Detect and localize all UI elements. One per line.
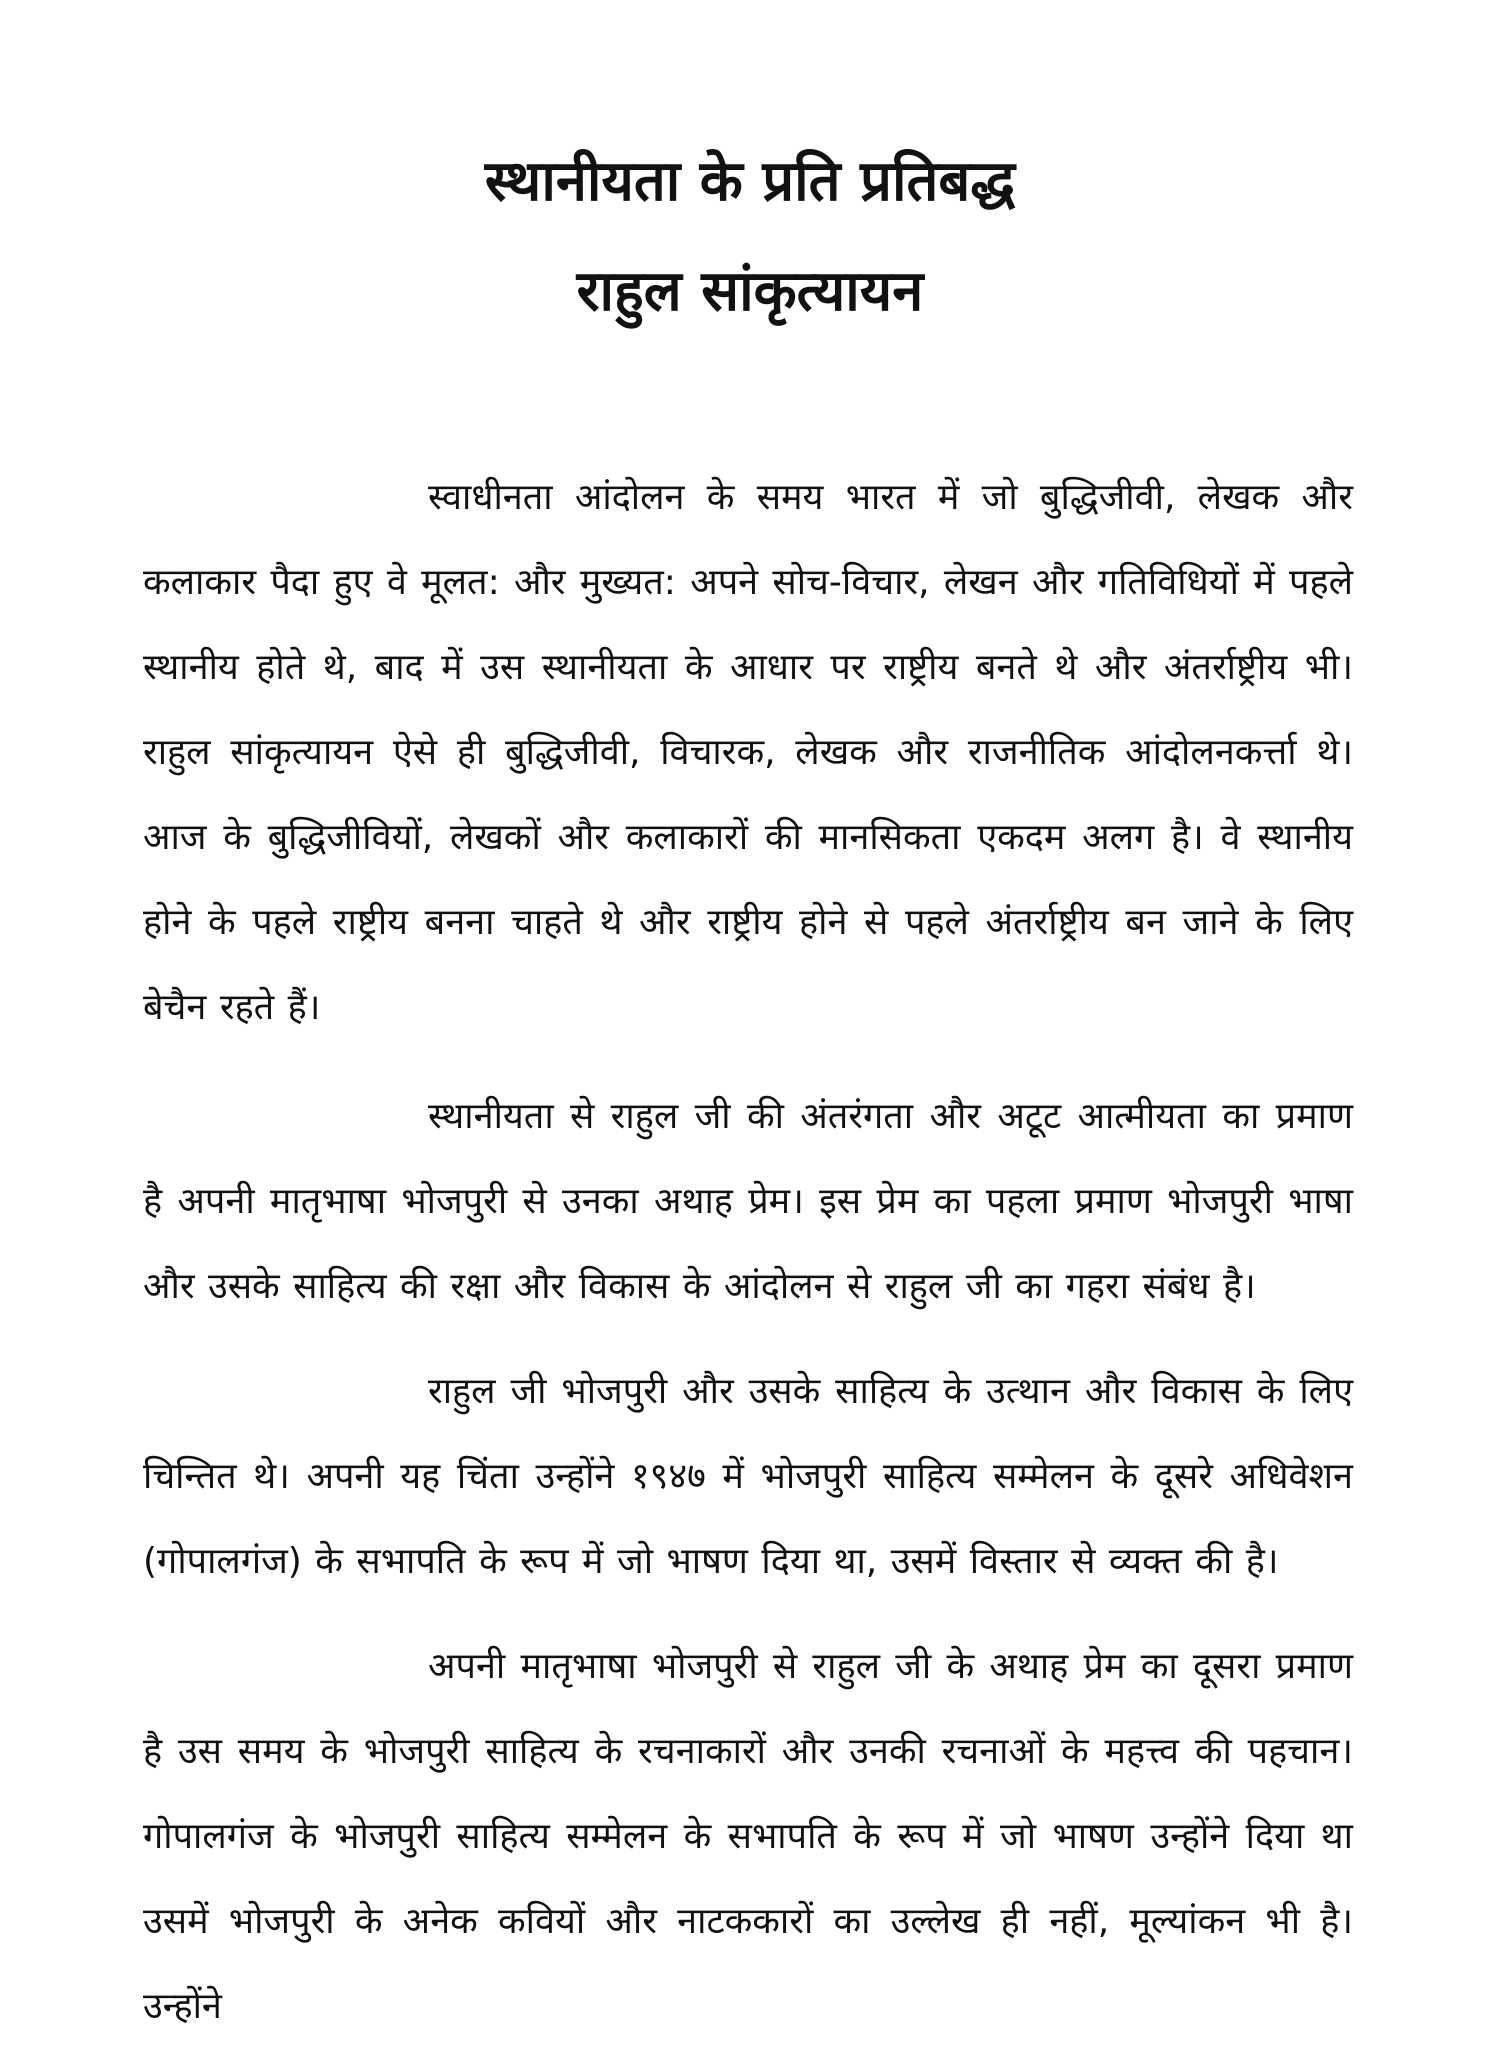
body-text	[143, 455, 1353, 2069]
paragraph-4: अपनी मातृभाषा भोजपुरी से राहुल जी के अथाह प्रेम का दूसरा प्रमाण है उस समय के भोजपुरी साहित्य के रचनाकारों और उनकी रचनाओं के महत्त्व की पहचान। गोपालगंज के भोजपुरी साहित्य सम्मेलन के सभापति के रूप में जो भाषण उन्होंने दिया था उसमें भोजपुरी के अनेक कवियों और नाटककारों का उल्लेख ही नहीं, मूल्यांकन भी है। उन्होंने	[143, 1646, 1353, 2027]
title-line-1: स्थानीयता के प्रति प्रतिबद्ध	[484, 149, 1016, 214]
paragraph-2: स्थानीयता से राहुल जी की अंतरंगता और अटूट आत्मीयता का प्रमाण है अपनी मातृभाषा भोजपुरी से उनका अथाह प्रेम। इस प्रेम का पहला प्रमाण भोजपुरी भाषा और उसके साहित्य की रक्षा और विकास के आंदोलन से राहुल जी का गहरा संबंध है।	[143, 1096, 1353, 1307]
paragraph-3: राहुल जी भोजपुरी और उसके साहित्य के उत्थान और विकास के लिए चिन्तित थे। अपनी यह चिंता उन्होंने १९४७ में भोजपुरी साहित्य सम्मेलन के दूसरे अधिवेशन (गोपालगंज) के सभापति के रूप में जो भाषण दिया था, उसमें विस्तार से व्यक्त की है।	[143, 1371, 1353, 1582]
title-line-2: राहुल सांकृत्यायन	[576, 259, 924, 324]
paragraph-1: स्वाधीनता आंदोलन के समय भारत में जो बुद्धिजीवी, लेखक और कलाकार पैदा हुए वे मूलत: और मुख्यत: अपने सोच-विचार, लेखन और गतिविधियों में पहले स्थानीय होते थे, बाद में उस स्थानीयता के आधार पर राष्ट्रीय बनते थे और अंतर्राष्ट्रीय भी। राहुल सांकृत्यायन ऐसे ही बुद्धिजीवी, विचारक, लेखक और राजनीतिक आंदोलनकर्त्ता थे। आज के बुद्धिजीवियों, लेखकों और कलाकारों की मानसिकता एकदम अलग है। वे स्थानीय होने के पहले राष्ट्रीय बनना चाहते थे और राष्ट्रीय होने से पहले अंतर्राष्ट्रीय बन जाने के लिए बेचैन रहते हैं।	[143, 477, 1353, 1028]
